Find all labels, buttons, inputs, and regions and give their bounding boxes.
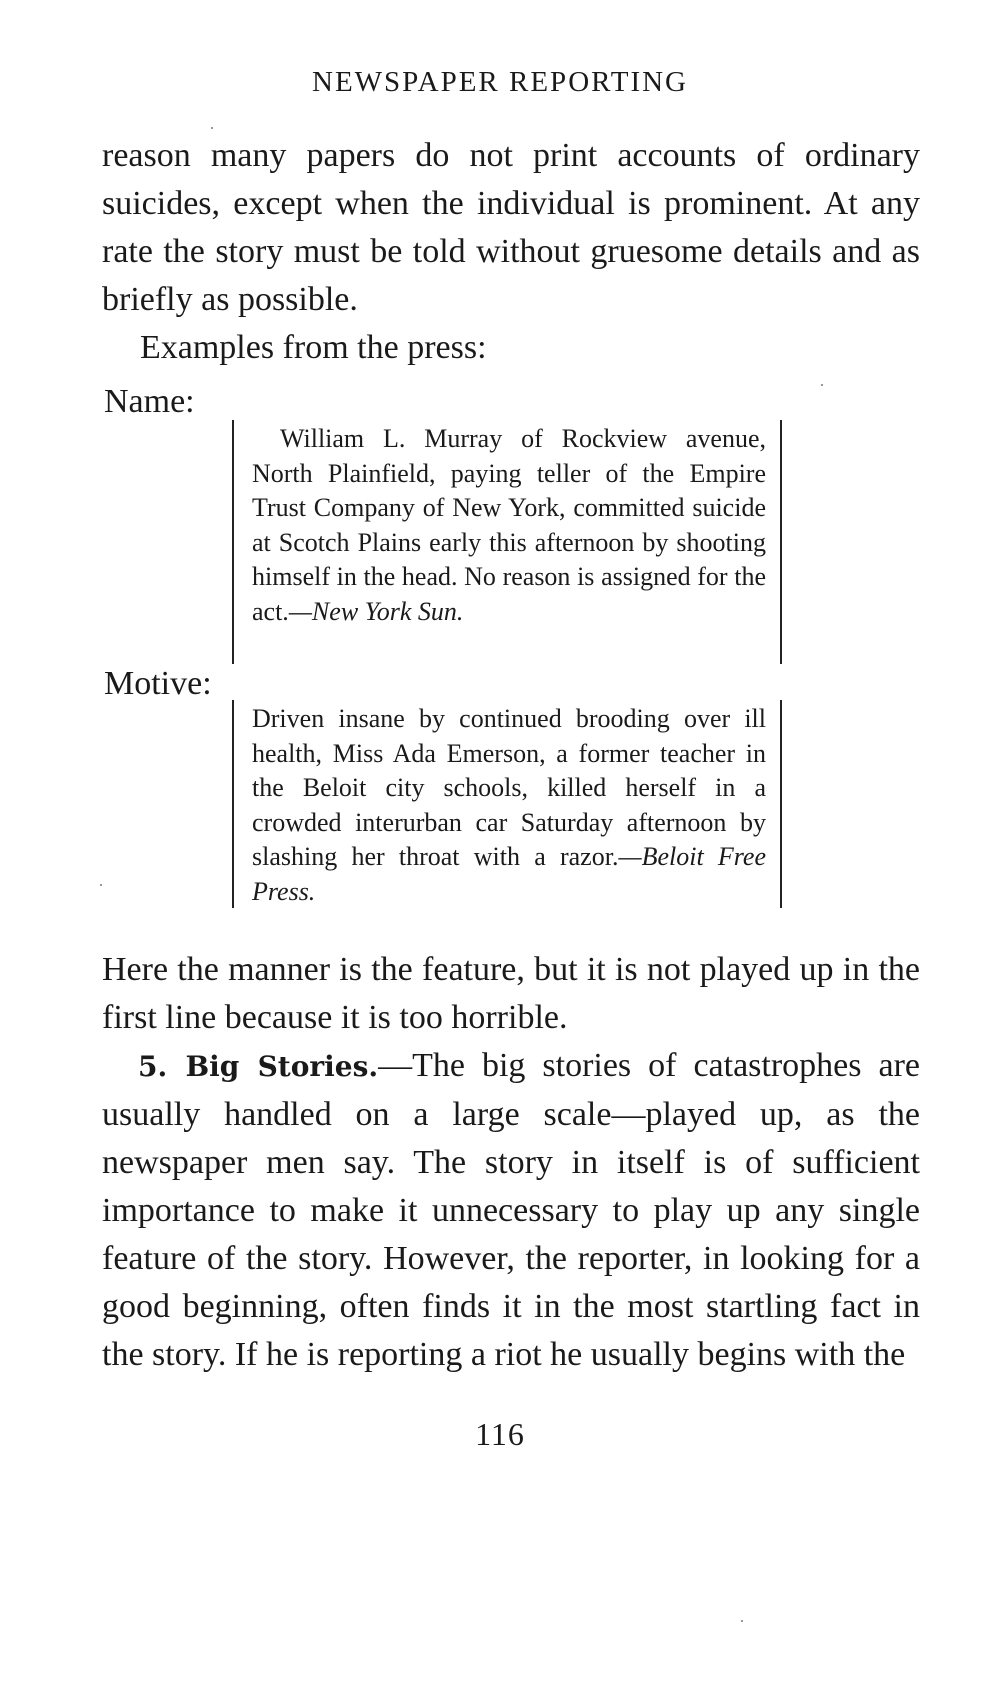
opening-paragraph: reason many papers do not print accounts of ordinary suicides, except when the individual is prominent. At any rate the story must be told without gruesome details and as briefly as possible. [102, 137, 920, 318]
motive-example-text: Driven insane by continued brooding over ill health, Miss Ada Emerson, a former teacher in the Beloit city schools, killed herself in a crowded interurban car Saturday afternoon by slashing her throat with a razor. [252, 704, 766, 871]
name-example-quote [232, 420, 782, 664]
print-speck [211, 127, 213, 129]
print-speck [100, 884, 102, 886]
big-stories-paragraph [102, 1042, 920, 1379]
continuation-text [102, 946, 920, 1379]
section-text: —The big stories of catastrophes are usually handled on a large scale—played up, as the newspaper men say. The story in itself is of sufficient importance to make it unnecessary to play up any single feature of the story. However, the reporter, in looking for a good beginning, often finds it in the most startling fact in the story. If he is reporting a riot he usually begins with the [102, 1047, 920, 1373]
manner-paragraph: Here the manner is the feature, but it is not played up in the first line because it is too horrible. [102, 951, 920, 1036]
name-example-source: —New York Sun. [288, 596, 464, 626]
motive-example-quote [232, 700, 782, 908]
print-speck [821, 384, 823, 386]
page-number: 116 [475, 1416, 525, 1452]
motive-label: Motive: [104, 665, 212, 702]
name-example-text: William L. Murray of Rockview avenue, North Plainfield, paying teller of the Empire Trust Company of New York, committed suicide at Scotch Plains early this afternoon by shooting himself in the head. No reason is assigned for the act. [252, 424, 766, 626]
name-label: Name: [104, 383, 195, 420]
print-speck [741, 1620, 743, 1622]
running-head: NEWSPAPER REPORTING [312, 66, 688, 98]
examples-intro: Examples from the press: [140, 329, 487, 366]
motive-example-source: —Beloit Free Press. [252, 842, 767, 906]
section-heading: 5. Big Stories. [138, 1050, 379, 1083]
motive-example-body [252, 702, 766, 909]
name-example-body [252, 422, 766, 629]
